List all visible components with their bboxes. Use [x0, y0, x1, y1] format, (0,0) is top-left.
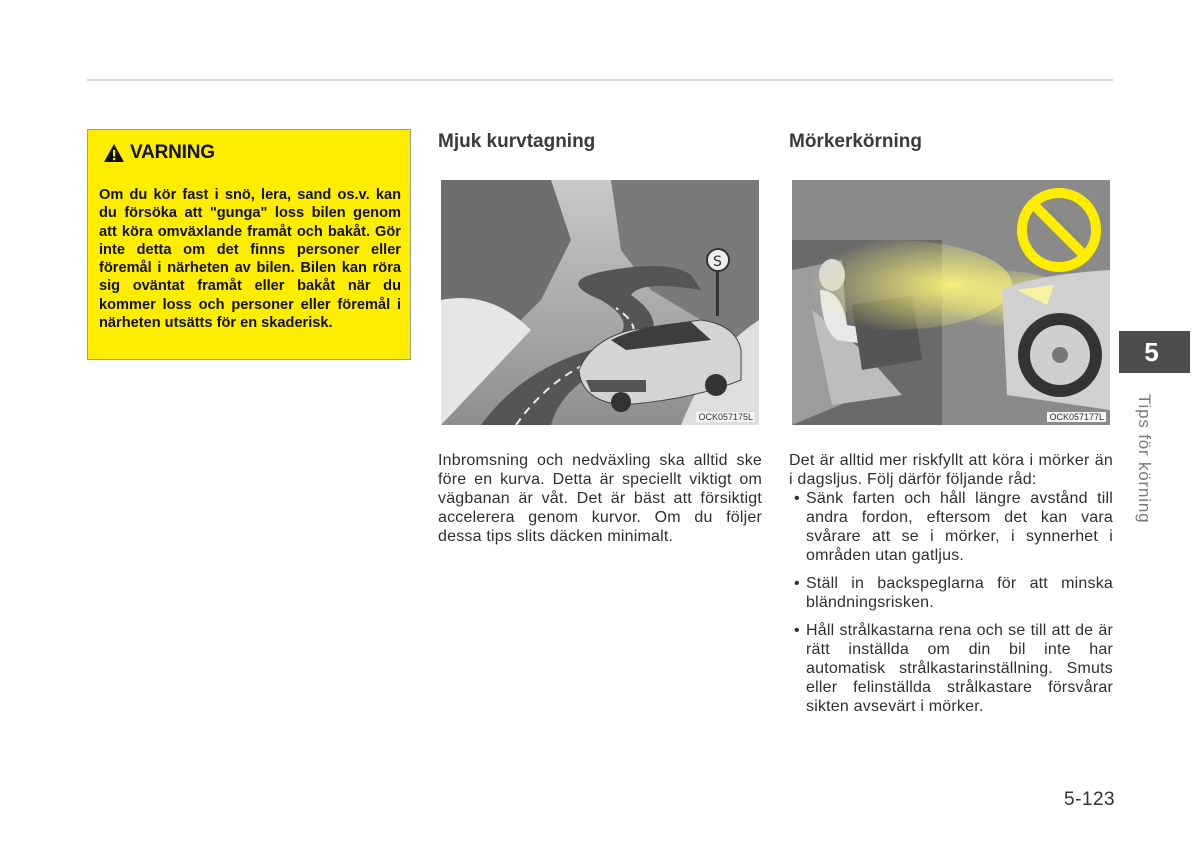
night-driving-intro: Det är alltid mer riskfyllt att köra i mörker än i dagsljus. Följ därför följande råd: [789, 452, 1113, 488]
chapter-title: Tips för körning [1135, 394, 1154, 524]
section-heading-night-driving: Mörkerkörning [789, 131, 923, 152]
image-code-left: OCK057175L [698, 412, 753, 422]
section-heading-smooth-cornering: Mjuk kurvtagning [438, 131, 596, 152]
list-item: • Ställ in backspeglarna för att minska bländningsrisken. [789, 574, 1113, 612]
warning-text: Om du kör fast i snö, lera, sand os.v. kan du försöka att "gunga" loss bilen genom att köra omväxlande framåt och bakåt. Gör inte detta om det finns personer eller föremål i närheten av bilen. Bilen kan röra sig oväntat framåt eller bakåt när du kommer loss och personer eller föremål i närheten utsätts för en skaderisk. [99, 187, 401, 332]
chapter-tab: 5 [1119, 331, 1190, 373]
smooth-cornering-text: Inbromsning och nedväxling ska alltid ske före en kurva. Detta är speciellt viktigt om vägbanan är våt. Det är bäst att försiktigt accelerera genom kurvor. Om du följer dessa tips slits däcken minimalt. [438, 452, 762, 545]
warning-header [103, 142, 215, 164]
list-item: • Sänk farten och håll längre avstånd till andra fordon, eftersom det kan vara svårare att se i mörker, i synnerhet i områden utan gatljus. [789, 489, 1113, 565]
night-driving-image [792, 180, 1110, 425]
top-divider [87, 79, 1113, 81]
snowy-road-illustration [441, 180, 759, 425]
warning-triangle-icon [103, 143, 125, 163]
snowy-curve-car-image [441, 180, 759, 425]
night-driving-tips-list [789, 489, 1113, 716]
list-item: • Håll strålkastarna rena och se till att de är rätt inställda om din bil inte har automatisk strålkastarinställning. Smuts eller felinställda strålkastare försvårar sikten avsevärt i mörker. [789, 621, 1113, 716]
svg-text:S: S [713, 254, 722, 270]
image-code-right: OCK057177L [1049, 412, 1104, 422]
night-driving-text [789, 451, 1113, 716]
night-driving-illustration [792, 180, 1110, 425]
page-number: 5-123 [1064, 789, 1116, 810]
warning-title: VARNING [130, 142, 215, 163]
warning-box [87, 129, 411, 360]
